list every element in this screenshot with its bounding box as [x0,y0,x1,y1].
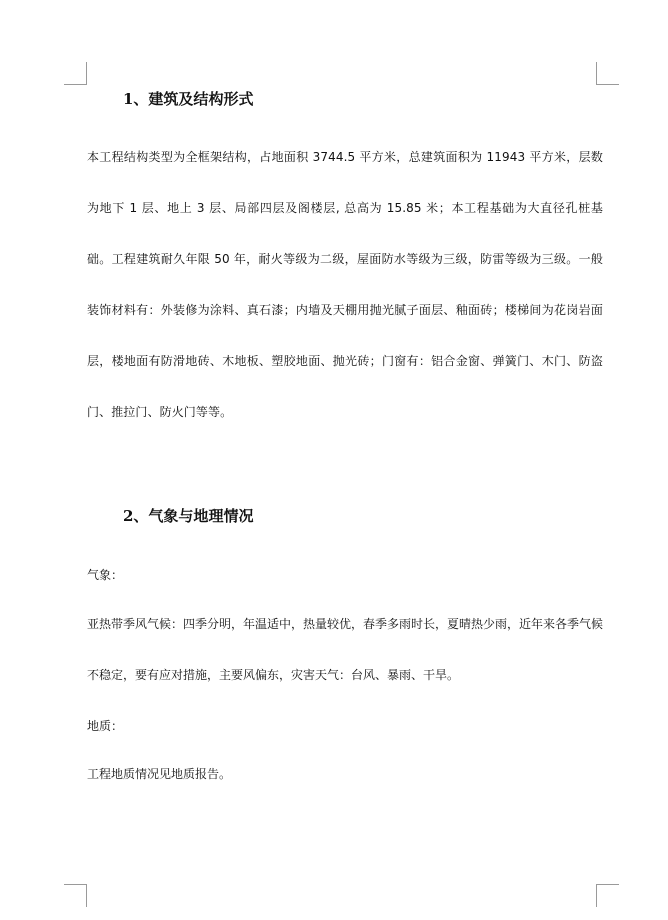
section-1-paragraph: 本工程结构类型为全框架结构，占地面积 3744.5 平方米，总建筑面积为 11943 平方米，层数为地下 1 层、地上 3 层、局部四层及阁楼层, 总高为 15.85 米；本工程基础为大直径孔桩基础。工程建筑耐久年限 50 年，耐火等级为二级，屋面防水等级为三级，防雷等级为三级。一般装饰材料有：外装修为涂料、真石漆；内墙及天棚用抛光腻子面层、釉面砖；楼梯间为花岗岩面层，楼地面有防滑地砖、木地板、塑胶地面、抛光砖；门窗有：铝合金窗、弹簧门、木门、防盗门、推拉门、防火门等等。 [87,150,603,419]
page-corner-mark-top-right [596,62,619,85]
geology-paragraph: 工程地质情况见地质报告。 [87,767,232,781]
geology-label: 地质： [87,719,124,733]
page-corner-mark-top-left [64,62,87,85]
climate-paragraph: 亚热带季风气候：四季分明，年温适中，热量较优，春季多雨时长，夏晴热少雨，近年来各季气候不稳定，要有应对措施，主要风偏东，灾害天气：台风、暴雨、干旱。 [87,617,604,682]
section-2-heading: 2、气象与地理情况 [123,507,254,525]
climate-label: 气象： [87,568,124,582]
page-corner-mark-bottom-left [64,884,87,907]
page-corner-mark-bottom-right [596,884,619,907]
section-1-heading: 1、建筑及结构形式 [123,90,254,108]
